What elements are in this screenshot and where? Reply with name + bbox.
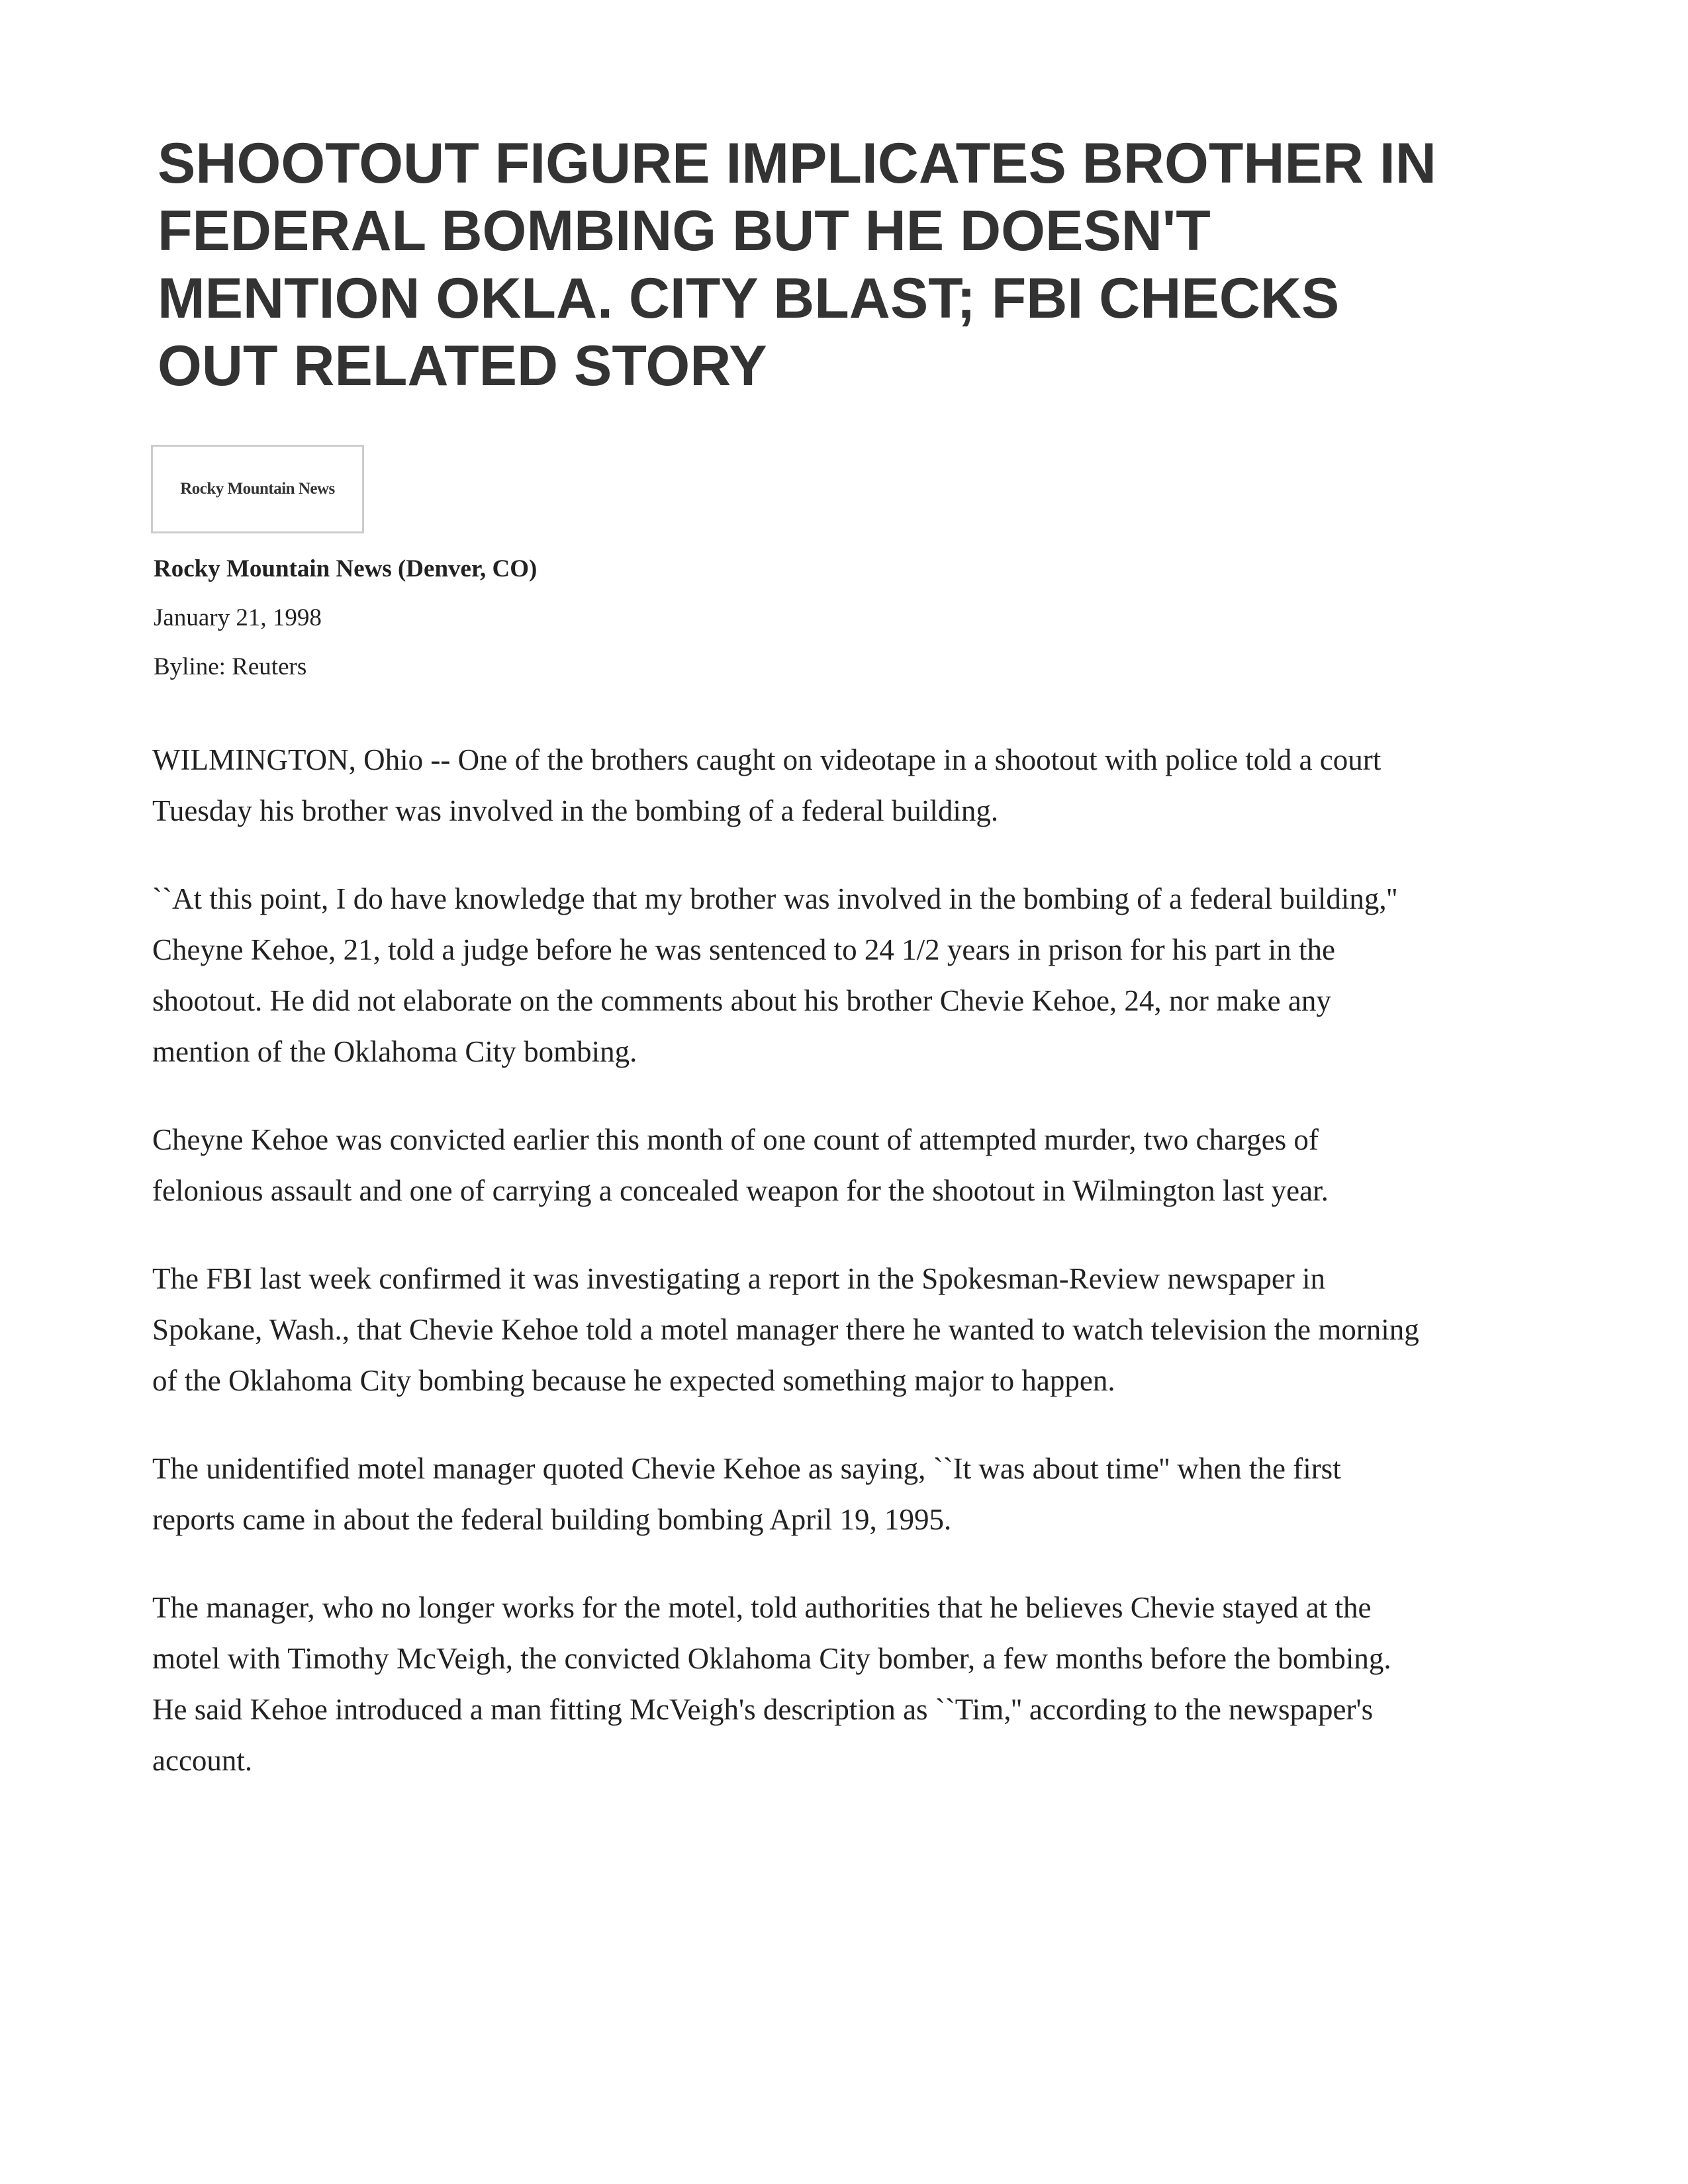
article-paragraph: The FBI last week confirmed it was investigating a report in the Spokesman-Review newspaper in Spokane, Wash., that Chevie Kehoe told a motel manager there he wanted to watch television the morning of the Oklahoma City bombing because he expected something major to happen. [152, 1262, 1419, 1397]
article-headline: SHOOTOUT FIGURE IMPLICATES BROTHER IN FEDERAL BOMBING BUT HE DOESN'T MENTION OKLA. CITY BLAST; FBI CHECKS OUT RELATED STORY [158, 132, 1436, 398]
article-body [152, 735, 1423, 1823]
article-paragraph: The manager, who no longer works for the motel, told authorities that he believes Chevie stayed at the motel with Timothy McVeigh, the convicted Oklahoma City bomber, a few months before the bombing. He said Kehoe introduced a man fitting McVeigh's description as ``Tim,'' according to the newspaper's account. [152, 1591, 1391, 1777]
publication-date: January 21, 1998 [154, 604, 322, 631]
publication-logo [151, 445, 364, 533]
publication-source: Rocky Mountain News (Denver, CO) [154, 555, 538, 582]
article-paragraph: Cheyne Kehoe was convicted earlier this month of one count of attempted murder, two charges of felonious assault and one of carrying a concealed weapon for the shootout in Wilmington last year. [152, 1123, 1329, 1207]
article-paragraph: ``At this point, I do have knowledge that my brother was involved in the bombing of a federal building,'' Cheyne Kehoe, 21, told a judge before he was sentenced to 24 1/2 years in prison for his part in the shootout. He did not elaborate on the comments about his brother Chevie Kehoe, 24, nor make any mention of the Oklahoma City bombing. [152, 882, 1397, 1068]
article-paragraph: The unidentified motel manager quoted Chevie Kehoe as saying, ``It was about time'' when the first reports came in about the federal building bombing April 19, 1995. [152, 1452, 1341, 1536]
article-paragraph: WILMINGTON, Ohio -- One of the brothers caught on videotape in a shootout with police told a court Tuesday his brother was involved in the bombing of a federal building. [152, 743, 1382, 827]
article-byline: Byline: Reuters [154, 653, 307, 680]
logo-text: Rocky Mountain News [180, 480, 335, 498]
